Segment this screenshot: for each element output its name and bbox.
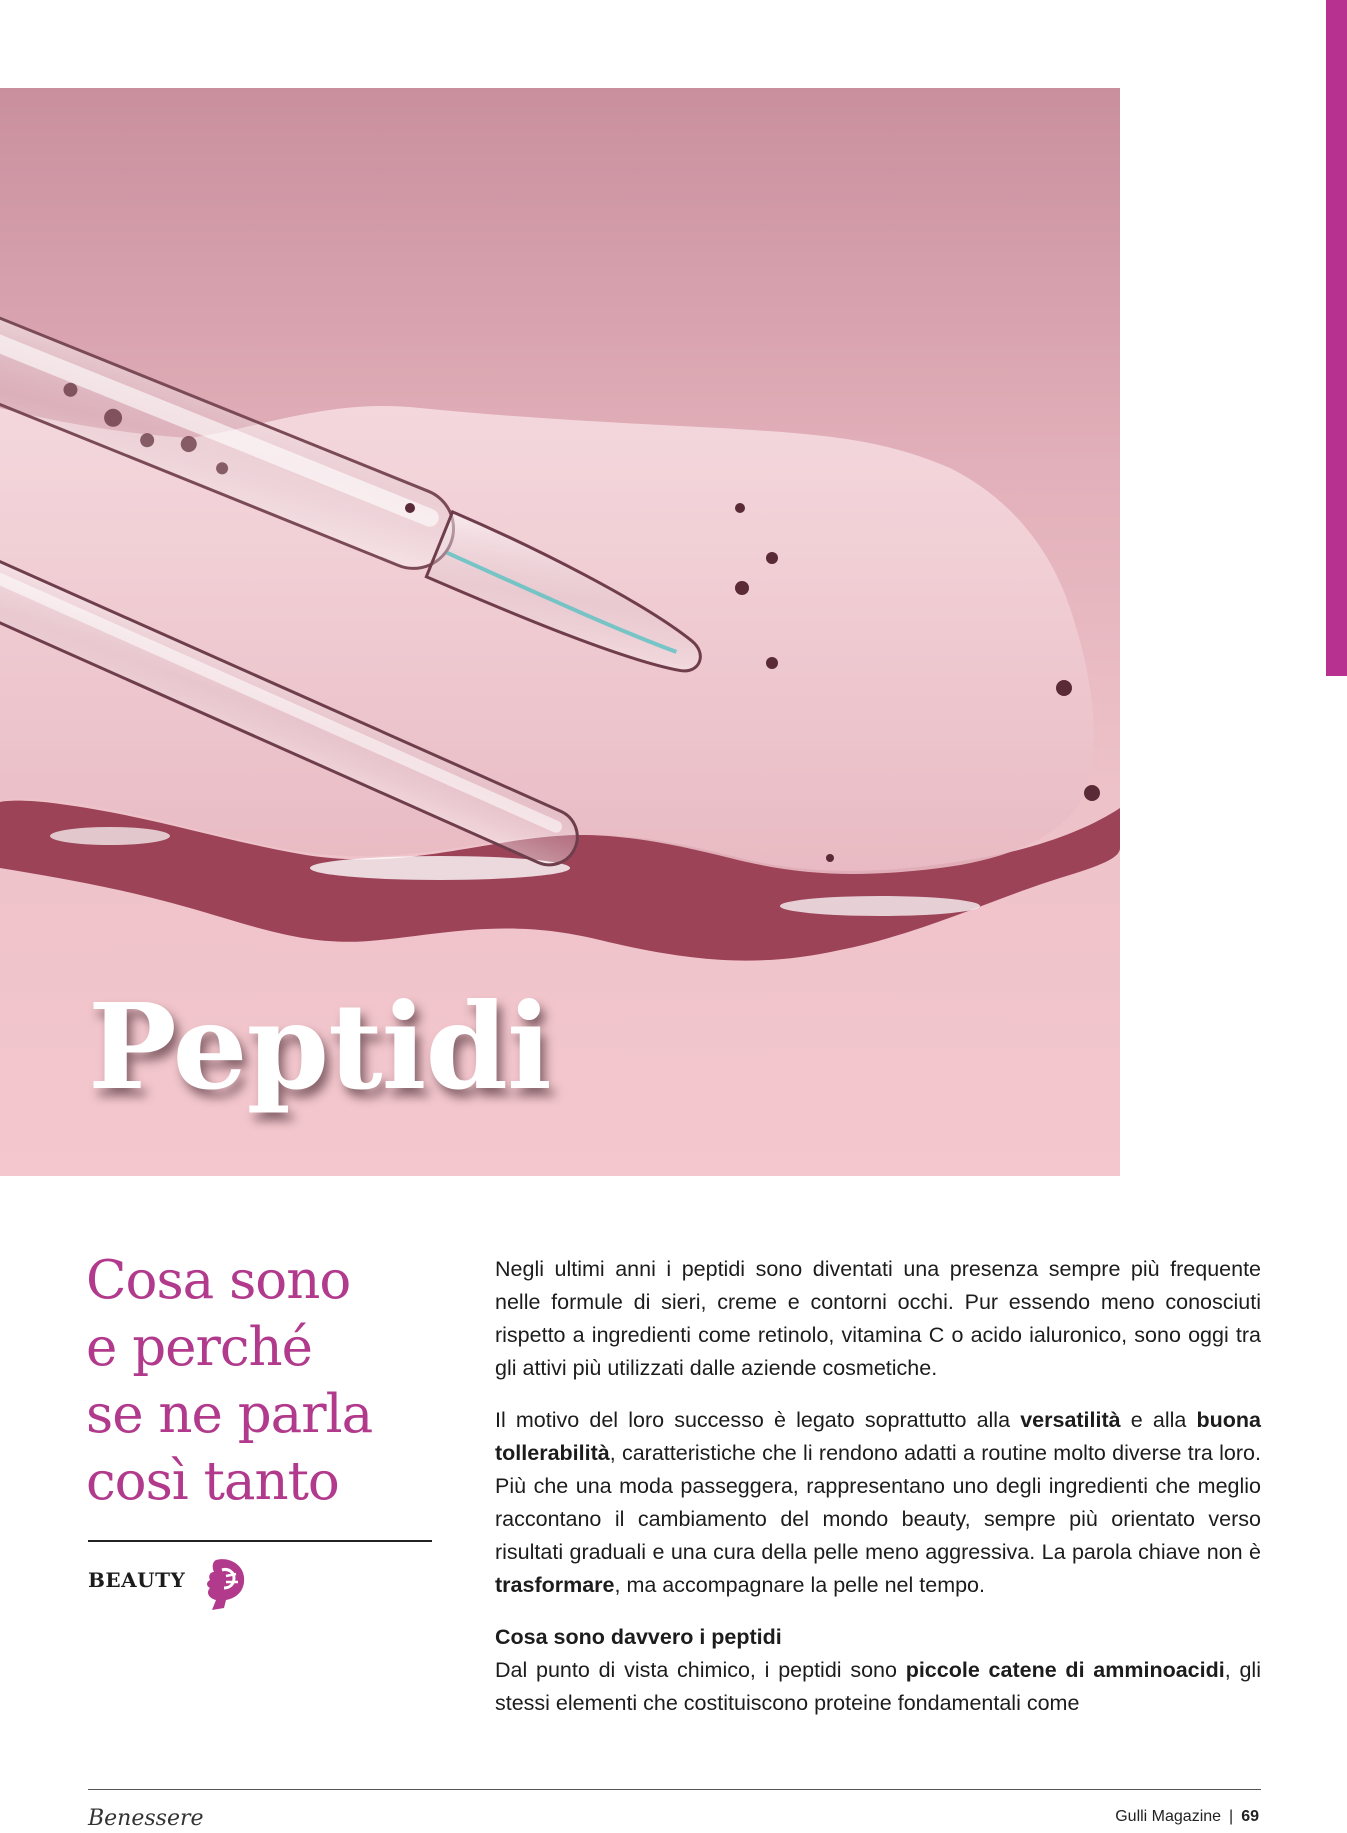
magazine-name: Gulli Magazine: [1115, 1808, 1222, 1825]
bold-phrase: versatilità: [1020, 1408, 1121, 1432]
subtitle-line: e perché: [86, 1317, 313, 1378]
body-paragraph: Il motivo del loro successo è legato soprattutto alla versatilità e alla buona tollerabilità, caratteristiche che li rendono adatti a routine molto diverse tra loro. Più che una moda passeggera, rappresentano uno degli ingredienti che meglio raccontano il cambiamento del mondo beauty, sempre più orientato verso risultati graduali e una cura della pelle meno aggressiva. La parola chiave non è trasformare, ma accompagnare la pelle nel tempo.: [495, 1408, 1261, 1597]
body-paragraph: Negli ultimi anni i peptidi sono diventati una presenza sempre più frequente nelle formule di sieri, creme e contorni occhi. Pur essendo meno conosciuti rispetto a ingredienti come retinolo, vitamina C o acido ialuronico, sono oggi tra gli attivi più utilizzati dalle aziende cosmetiche.: [495, 1257, 1261, 1380]
footer-divider: [88, 1789, 1261, 1790]
page-number: 69: [1241, 1808, 1259, 1825]
article-body: [495, 1253, 1261, 1720]
subtitle-line: se ne parla: [86, 1384, 373, 1445]
section-color-tab: [1326, 0, 1347, 676]
woman-profile-icon: [196, 1556, 250, 1612]
footer-section-name: Benessere: [88, 1806, 204, 1831]
body-section: [495, 1621, 1261, 1720]
footer-separator: |: [1229, 1808, 1234, 1825]
subtitle-divider: [88, 1540, 432, 1542]
subtitle-line: Cosa sono: [86, 1250, 351, 1311]
article-subtitle: [86, 1247, 446, 1515]
category-label: BEAUTY: [88, 1568, 186, 1592]
hero-image: [0, 88, 1120, 1176]
section-text: Dal punto di vista chimico, i peptidi sono piccole catene di amminoacidi, gli stessi elementi che costituiscono proteine fondamentali come: [495, 1658, 1261, 1715]
bold-phrase: piccole catene di amminoacidi: [905, 1658, 1225, 1682]
article-title: Peptidi: [88, 977, 551, 1116]
bold-phrase: trasformare: [495, 1573, 615, 1597]
section-heading: Cosa sono davvero i peptidi: [495, 1625, 782, 1649]
bold-phrase: buona tollerabilità: [495, 1408, 1261, 1465]
subtitle-line: così tanto: [86, 1451, 339, 1512]
footer-page-info: [1115, 1808, 1259, 1826]
